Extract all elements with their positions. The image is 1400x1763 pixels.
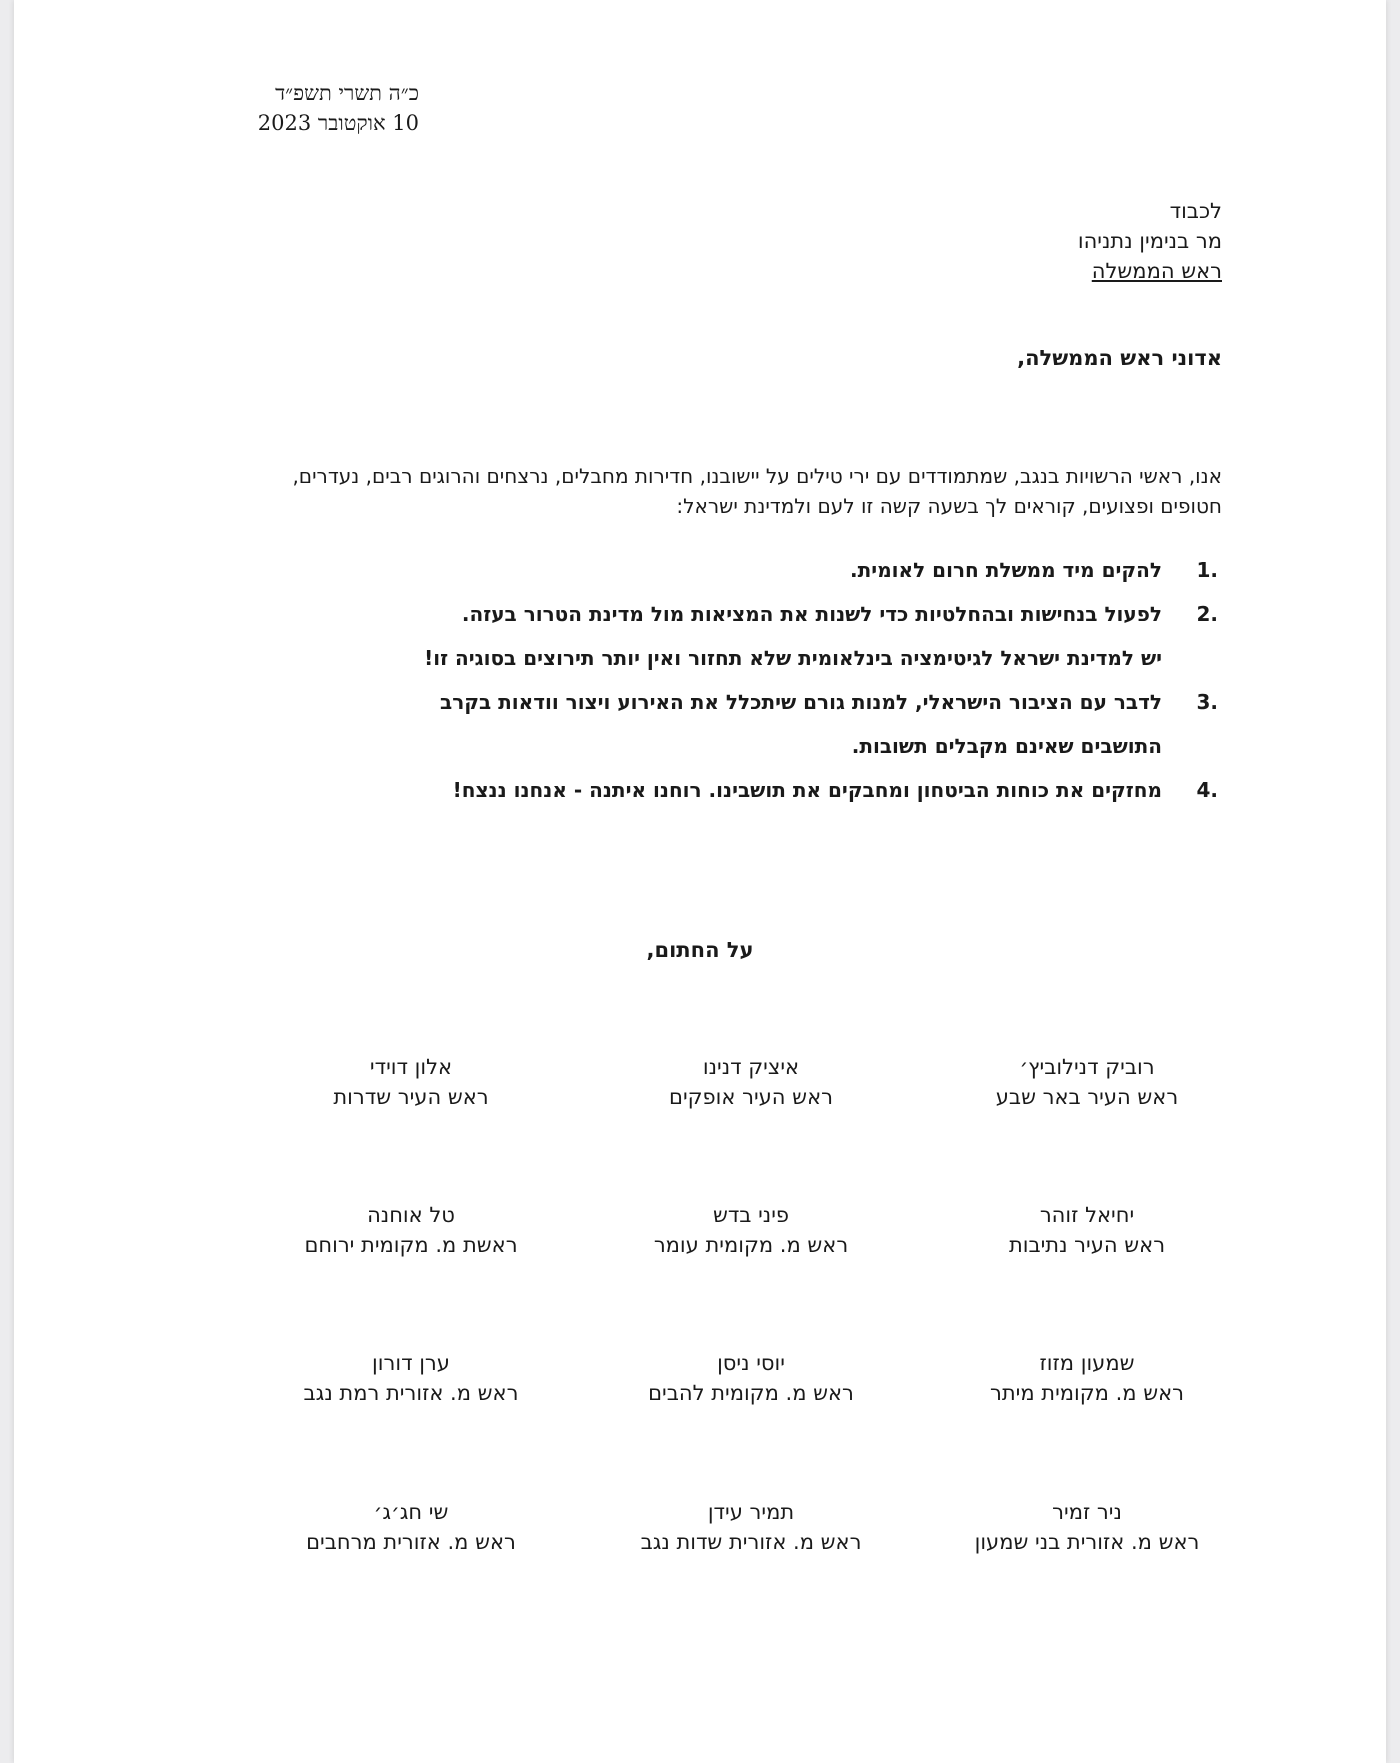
signature-block: [586, 1052, 916, 1112]
demand-line: לדבר עם הציבור הישראלי, למנות גורם שיתכלל את האירוע ויצור וודאות בקרב: [440, 690, 1162, 714]
signatory-name: רוביק דנילוביץ׳: [1019, 1055, 1155, 1079]
signatory-name: פיני בדש: [712, 1203, 790, 1227]
signatory-name: טל אוחנה: [367, 1203, 455, 1227]
gregorian-date: 10 אוקטובר 2023: [257, 111, 419, 135]
signature-block: [922, 1200, 1252, 1260]
signatory-name: ערן דורון: [372, 1351, 450, 1375]
salutation: אדוני ראש הממשלה,: [1017, 346, 1222, 370]
signature-block: [586, 1348, 916, 1408]
signatory-name: תמיר עידן: [707, 1500, 795, 1524]
signature-block: [246, 1200, 576, 1260]
signatory-title: ראש העיר שדרות: [333, 1085, 489, 1109]
demand-item: [222, 680, 1222, 768]
demand-item: [222, 768, 1222, 812]
signatory-title: ראש העיר נתיבות: [1008, 1233, 1166, 1257]
addressee-name: מר בנימין נתניהו: [1077, 229, 1222, 253]
addressee-block: [862, 196, 1222, 286]
signatory-title: ראש מ. מקומית להבים: [648, 1381, 854, 1405]
demand-line: לפעול בנחישות ובהחלטיות כדי לשנות את המציאות מול מדינת הטרור בעזה.: [461, 602, 1162, 626]
signatory-name: איציק דנינו: [702, 1055, 800, 1079]
signatory-name: אלון דוידי: [369, 1055, 453, 1079]
demand-number: .1: [1196, 558, 1218, 582]
demand-number: .3: [1196, 690, 1218, 714]
signature-block: [246, 1052, 576, 1112]
demand-item: [222, 548, 1222, 592]
signature-block: [246, 1497, 576, 1557]
signatory-title: ראש מ. אזורית בני שמעון: [974, 1530, 1200, 1554]
signatory-title: ראש מ. אזורית שדות נגב: [640, 1530, 862, 1554]
signatory-title: ראש מ. מקומית מיתר: [990, 1381, 1184, 1405]
demand-line: התושבים שאינם מקבלים תשובות.: [851, 734, 1162, 758]
signature-block: [586, 1200, 916, 1260]
signatory-title: ראש העיר באר שבע: [995, 1085, 1179, 1109]
intro-paragraph: אנו, ראשי הרשויות בנגב, שמתמודדים עם ירי טילים על יישובנו, חדירות מחבלים, נרצחים והרוגים רבים, נעדרים, חטופים ופצועים, קוראים לך בשעה קשה זו לעם ולמדינת ישראל:: [292, 464, 1222, 518]
demand-item: [222, 592, 1222, 680]
signatory-title: ראש מ. מקומית עומר: [653, 1233, 849, 1257]
signature-block: [922, 1497, 1252, 1557]
signatory-name: יחיאל זוהר: [1039, 1203, 1135, 1227]
demand-line: יש למדינת ישראל לגיטימציה בינלאומית שלא תחזור ואין יותר תירוצים בסוגיה זו!: [424, 646, 1162, 670]
addressee-to: לכבוד: [1169, 199, 1222, 223]
demand-number: .4: [1196, 778, 1218, 802]
document-page: [14, 0, 1386, 1763]
signatory-title: ראש מ. אזורית רמת נגב: [303, 1381, 519, 1405]
closing-line: על החתום,: [646, 938, 754, 962]
signature-block: [246, 1348, 576, 1408]
demand-number: .2: [1196, 602, 1218, 626]
signatory-title: ראש העיר אופקים: [669, 1085, 833, 1109]
signatory-name: שי חג׳ג׳: [373, 1500, 449, 1524]
demand-line: להקים מיד ממשלת חרום לאומית.: [850, 558, 1162, 582]
demand-line: מחזקים את כוחות הביטחון ומחבקים את תושבינו. רוחנו איתנה - אנחנו ננצח!: [452, 778, 1162, 802]
hebrew-date: כ״ה תשרי תשפ״ד: [275, 81, 419, 105]
signatory-name: שמעון מזוז: [1039, 1351, 1135, 1375]
signature-block: [586, 1497, 916, 1557]
signatory-name: ניר זמיר: [1052, 1500, 1122, 1524]
addressee-title: ראש הממשלה: [1091, 259, 1222, 283]
signatory-title: ראש מ. אזורית מרחבים: [306, 1530, 516, 1554]
signatory-title: ראשת מ. מקומית ירוחם: [304, 1233, 518, 1257]
demands-list: [222, 548, 1222, 812]
signature-block: [922, 1052, 1252, 1112]
signatory-name: יוסי ניסן: [717, 1351, 785, 1375]
date-block: [189, 78, 419, 138]
signature-block: [922, 1348, 1252, 1408]
